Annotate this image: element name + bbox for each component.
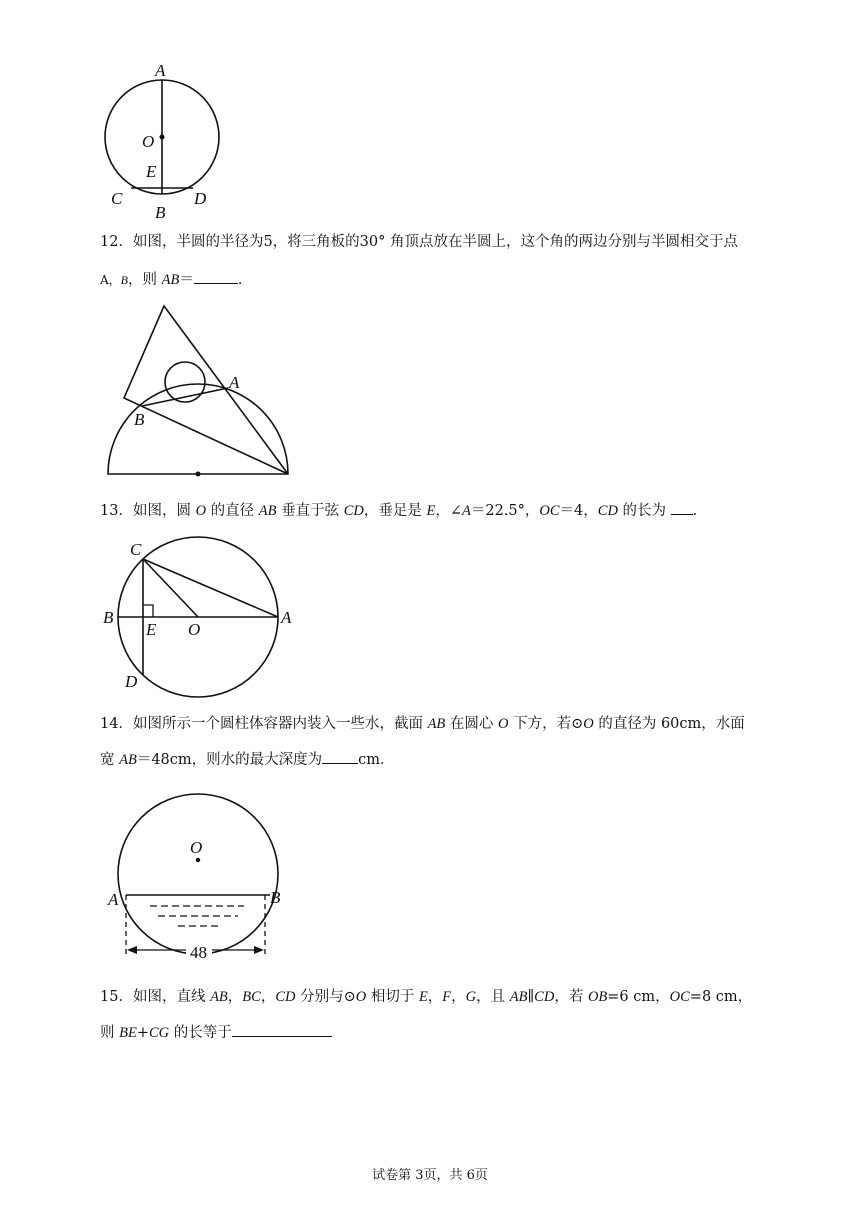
q12-point-a: A， (100, 273, 121, 287)
q14-ab-2: AB (119, 752, 137, 768)
q13-t8: 的长为 (617, 503, 671, 519)
segment-ab (142, 388, 228, 406)
label-b: B (134, 410, 145, 429)
page-footer: 试卷第 3页，共 6页 (372, 1168, 488, 1183)
label-c: C (130, 540, 142, 559)
q15-parallel: ∥ (527, 989, 535, 1005)
question-12 (100, 230, 768, 292)
label-o: O (142, 132, 155, 151)
figure-q11 (100, 62, 230, 226)
q14-t3: 下方，若⊙ (508, 716, 584, 732)
q13-t9: ． (692, 503, 708, 519)
label-width: 48 (190, 943, 207, 962)
q15-t9: 则 (100, 1025, 120, 1041)
segment-ca (143, 559, 278, 617)
label-a: A (155, 61, 166, 80)
q15-t4: ，且 (476, 989, 510, 1005)
question-15 (100, 985, 768, 1045)
q13-o: O (195, 503, 207, 519)
q15-f: F (442, 989, 452, 1005)
q13-t2: 的直径 (206, 503, 259, 519)
q12-text-1: 如图，半圆的半径为5，将三角板的30° 角顶点放在半圆上，这个角的两边分别与半圆相交于点 (132, 234, 738, 250)
q14-ab: AB (427, 716, 446, 732)
q15-number: 15． (100, 989, 133, 1005)
q15-bc: BC (242, 989, 261, 1005)
q14-t5: 宽 (100, 752, 120, 768)
q13-a: A (461, 503, 471, 519)
label-o: O (190, 838, 203, 857)
q14-line1 (100, 712, 768, 736)
label-e: E (146, 620, 157, 639)
question-13 (100, 499, 768, 523)
q14-t2: 在圆心 (445, 716, 498, 732)
q13-t5: ，∠ (435, 503, 462, 519)
q13-number: 13． (100, 503, 133, 519)
q15-ab-2: AB (509, 989, 528, 1005)
triangle-hole (165, 362, 205, 402)
q13-cd-2: CD (597, 503, 618, 519)
q15-e: E (418, 989, 428, 1005)
q12-number: 12． (100, 234, 133, 250)
q15-cg: CG (148, 1025, 170, 1041)
q15-line2 (100, 1021, 768, 1045)
label-o: O (188, 620, 201, 639)
q12-answer-blank[interactable] (194, 269, 238, 284)
q13-answer-blank[interactable] (671, 500, 693, 515)
q15-cd-2: CD (534, 989, 555, 1005)
segment-co (143, 559, 198, 617)
q12-ab: AB (161, 272, 180, 288)
q12-period: ． (237, 272, 253, 288)
semicircle-center (196, 472, 201, 477)
q13-e: E (426, 503, 436, 519)
center-point (160, 135, 165, 140)
q15-c1: ， (227, 989, 243, 1005)
figure-q13 (100, 535, 300, 699)
q15-ab: AB (210, 989, 228, 1005)
label-e: E (146, 162, 157, 181)
q13-t6: ＝22.5°， (470, 503, 540, 519)
q14-o-2: O (583, 716, 594, 732)
q13-t3: 垂直于弦 (276, 503, 344, 519)
label-b: B (103, 608, 114, 627)
q14-answer-blank[interactable] (322, 749, 358, 764)
right-angle-mark (143, 605, 153, 617)
q15-ob: OB (587, 989, 608, 1005)
q15-t6: ，若 (554, 989, 588, 1005)
q14-line2 (100, 748, 768, 772)
label-c: C (111, 189, 123, 208)
label-a: A (281, 608, 292, 627)
q13-oc: OC (539, 503, 560, 519)
q13-ab: AB (258, 503, 277, 519)
figure-q12 (100, 300, 300, 484)
circle-o (118, 794, 278, 954)
arrowhead-left (127, 946, 137, 954)
label-a: A (108, 890, 119, 909)
q12-text-2: ，则 (128, 272, 162, 288)
q14-number: 14． (100, 716, 133, 732)
arrowhead-right (254, 946, 264, 954)
label-b: B (155, 203, 166, 222)
figure-q14 (100, 778, 300, 972)
q15-t1: 如图，直线 (132, 989, 211, 1005)
q13-t1: 如图，圆 (132, 503, 196, 519)
q15-o: O (355, 989, 367, 1005)
q15-be: BE (119, 1025, 137, 1041)
q15-plus: + (136, 1025, 149, 1041)
q14-o: O (498, 716, 509, 732)
q15-t8: =8 cm， (689, 989, 753, 1005)
q13-t4: ，垂足是 (363, 503, 427, 519)
q12-eq: ＝ (179, 272, 194, 288)
label-d: D (194, 189, 207, 208)
q15-t11: 的长等于 (169, 1025, 232, 1041)
q15-g: G (465, 989, 477, 1005)
q15-c4: ， (451, 989, 466, 1005)
q15-t3: 相切于 (366, 989, 419, 1005)
question-14 (100, 712, 768, 772)
q14-t6: ＝48cm，则水的最大深度为 (136, 752, 323, 768)
q12-line1 (100, 230, 768, 254)
q15-oc: OC (669, 989, 690, 1005)
label-b: B (270, 888, 281, 907)
q14-t4: 的直径为 60cm，水面 (593, 716, 745, 732)
q15-t7: =6 cm， (607, 989, 670, 1005)
q15-answer-blank[interactable] (232, 1022, 332, 1037)
q15-cd: CD (275, 989, 296, 1005)
triangle-board (124, 306, 288, 474)
q13-cd: CD (343, 503, 364, 519)
q15-t2: 分别与⊙ (295, 989, 356, 1005)
center-point (196, 858, 200, 862)
q14-t7: cm． (358, 752, 395, 768)
q15-line1 (100, 985, 768, 1009)
q12-line2 (100, 268, 768, 292)
q15-c3: ， (427, 989, 443, 1005)
q14-t1: 如图所示一个圆柱体容器内装入一些水，截面 (132, 716, 428, 732)
q12-point-b: B (120, 273, 129, 287)
q15-c2: ， (260, 989, 276, 1005)
label-d: D (125, 672, 138, 691)
q13-t7: ＝4， (559, 503, 598, 519)
q13-line1 (100, 499, 768, 523)
label-a: A (229, 373, 240, 392)
